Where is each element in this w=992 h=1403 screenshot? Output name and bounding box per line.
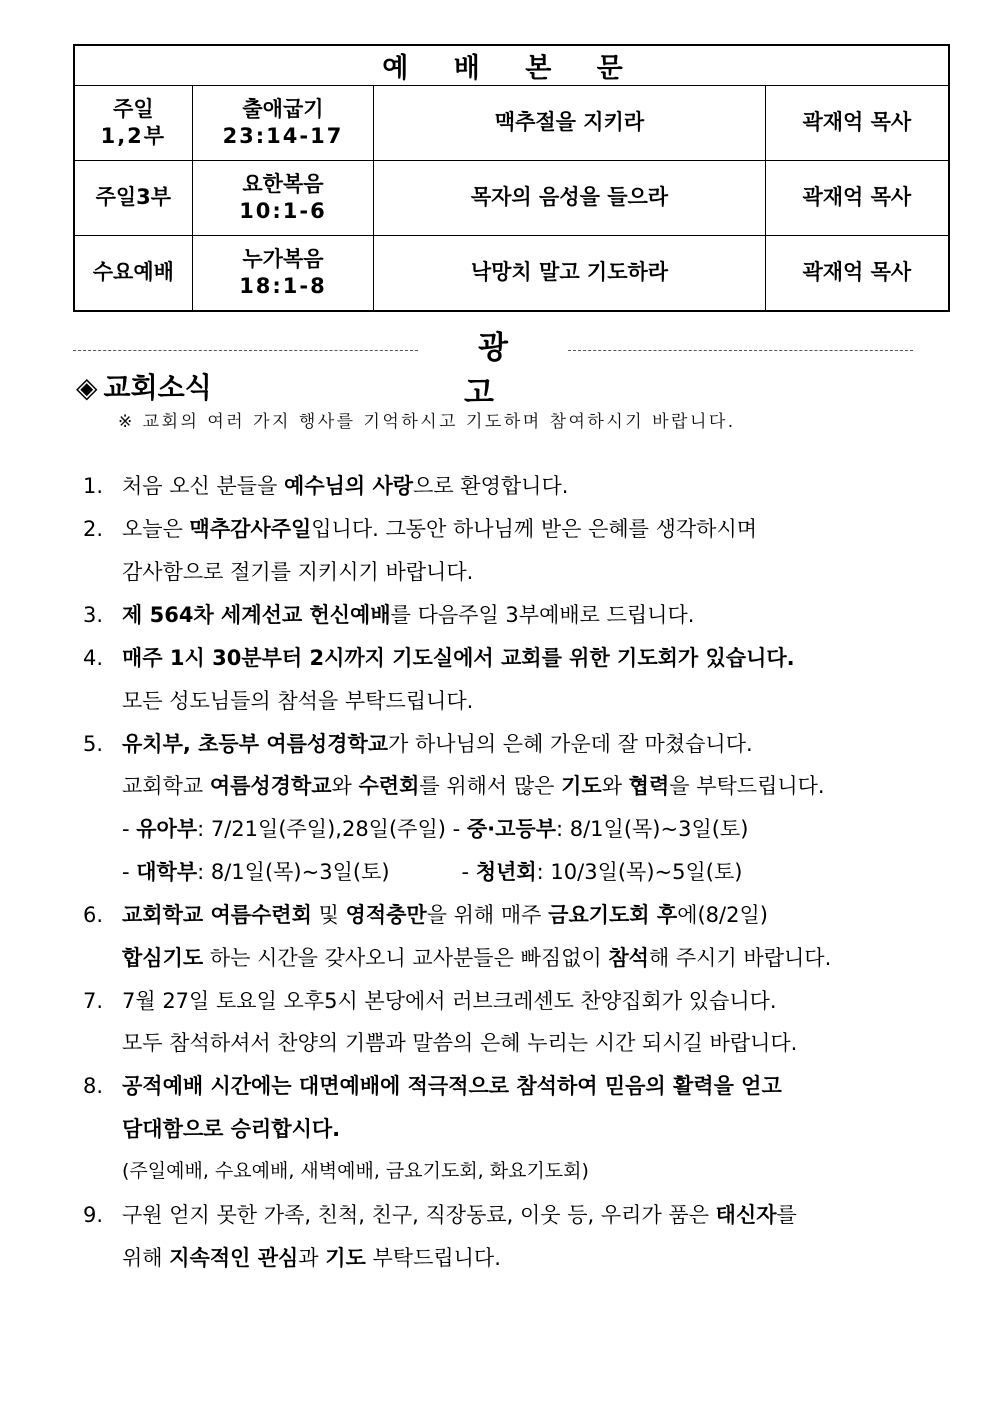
preacher-cell: 곽재억 목사 xyxy=(765,86,949,161)
service-cell: 주일 1,2부 xyxy=(74,86,192,161)
scripture-cell: 요한복음 10:1-6 xyxy=(192,161,374,236)
preacher-cell: 곽재억 목사 xyxy=(765,236,949,312)
table-row xyxy=(74,236,949,312)
list-item: 2. 오늘은 맥추감사주일입니다. 그동안 하나님께 받은 은혜를 생각하시며 xyxy=(83,517,758,541)
sermon-title-cell: 낙망치 말고 기도하라 xyxy=(374,236,765,312)
list-item: 5. 유치부, 초등부 여름성경학교가 하나님의 은혜 가운데 잘 마쳤습니다. xyxy=(83,732,753,756)
scripture-cell: 출애굽기 23:14-17 xyxy=(192,86,374,161)
list-item-continuation: 합심기도 하는 시간을 갖사오니 교사분들은 빠짐없이 참석해 주시기 바랍니다. xyxy=(122,946,832,970)
schedule-line: - 대학부: 8/1일(목)~3일(토) - 청년회: 10/3일(목)~5일(토) xyxy=(122,860,743,884)
divider xyxy=(73,350,418,351)
sermon-title-cell: 목자의 음성을 들으라 xyxy=(374,161,765,236)
list-item: 9. 구원 얻지 못한 가족, 친척, 친구, 직장동료, 이웃 등, 우리가 품은 태신자를 xyxy=(83,1203,797,1227)
list-item-continuation: 감사함으로 절기를 지키시기 바랍니다. xyxy=(122,560,474,584)
preacher-cell: 곽재억 목사 xyxy=(765,161,949,236)
schedule-line: - 유아부: 7/21일(주일),28일(주일) - 중·고등부: 8/1일(목)~3일(토) xyxy=(122,817,749,841)
list-item-continuation: 담대함으로 승리합시다. xyxy=(122,1117,341,1141)
list-item-continuation: 위해 지속적인 관심과 기도 부탁드립니다. xyxy=(122,1246,501,1270)
service-cell: 주일3부 xyxy=(74,161,192,236)
list-item-continuation: 교회학교 여름성경학교와 수련회를 위해서 많은 기도와 협력을 부탁드립니다. xyxy=(122,774,825,798)
section-heading xyxy=(76,366,212,406)
list-item-continuation: 모든 성도님들의 참석을 부탁드립니다. xyxy=(122,689,474,713)
list-item: 8. 공적예배 시간에는 대면예배에 적극적으로 참석하여 믿음의 활력을 얻고 xyxy=(83,1074,782,1098)
scripture-cell: 누가복음 18:1-8 xyxy=(192,236,374,312)
list-item: 1. 처음 오신 분들을 예수님의 사랑으로 환영합니다. xyxy=(83,474,569,498)
service-cell: 수요예배 xyxy=(74,236,192,312)
divider xyxy=(568,350,913,351)
announcements-title: 광 고 xyxy=(464,330,536,411)
list-item: 6. 교회학교 여름수련회 및 영적충만을 위해 매주 금요기도회 후에(8/2일) xyxy=(83,903,768,927)
diamond-icon: ◈ xyxy=(76,371,98,404)
list-item-continuation: 모두 참석하셔서 찬양의 기쁨과 말씀의 은혜 누리는 시간 되시길 바랍니다. xyxy=(122,1031,798,1055)
list-item: 4. 매주 1시 30분부터 2시까지 기도실에서 교회를 위한 기도회가 있습니다. xyxy=(83,646,795,670)
table-row xyxy=(74,161,949,236)
list-item: 3. 제 564차 세계선교 헌신예배를 다음주일 3부예배로 드립니다. xyxy=(83,603,695,627)
list-item-continuation: (주일예배, 수요예배, 새벽예배, 금요기도회, 화요기도회) xyxy=(122,1160,589,1182)
table-row xyxy=(74,86,949,161)
section-title: 교회소식 xyxy=(103,371,212,404)
worship-table xyxy=(73,44,950,312)
notice-text: ※ 교회의 여러 가지 행사를 기억하시고 기도하며 참여하시기 바랍니다. xyxy=(118,412,736,432)
worship-table-title: 예 배 본 문 xyxy=(74,45,949,86)
sermon-title-cell: 맥추절을 지키라 xyxy=(374,86,765,161)
list-item: 7. 7월 27일 토요일 오후5시 본당에서 러브크레센도 찬양집회가 있습니다. xyxy=(83,989,777,1013)
